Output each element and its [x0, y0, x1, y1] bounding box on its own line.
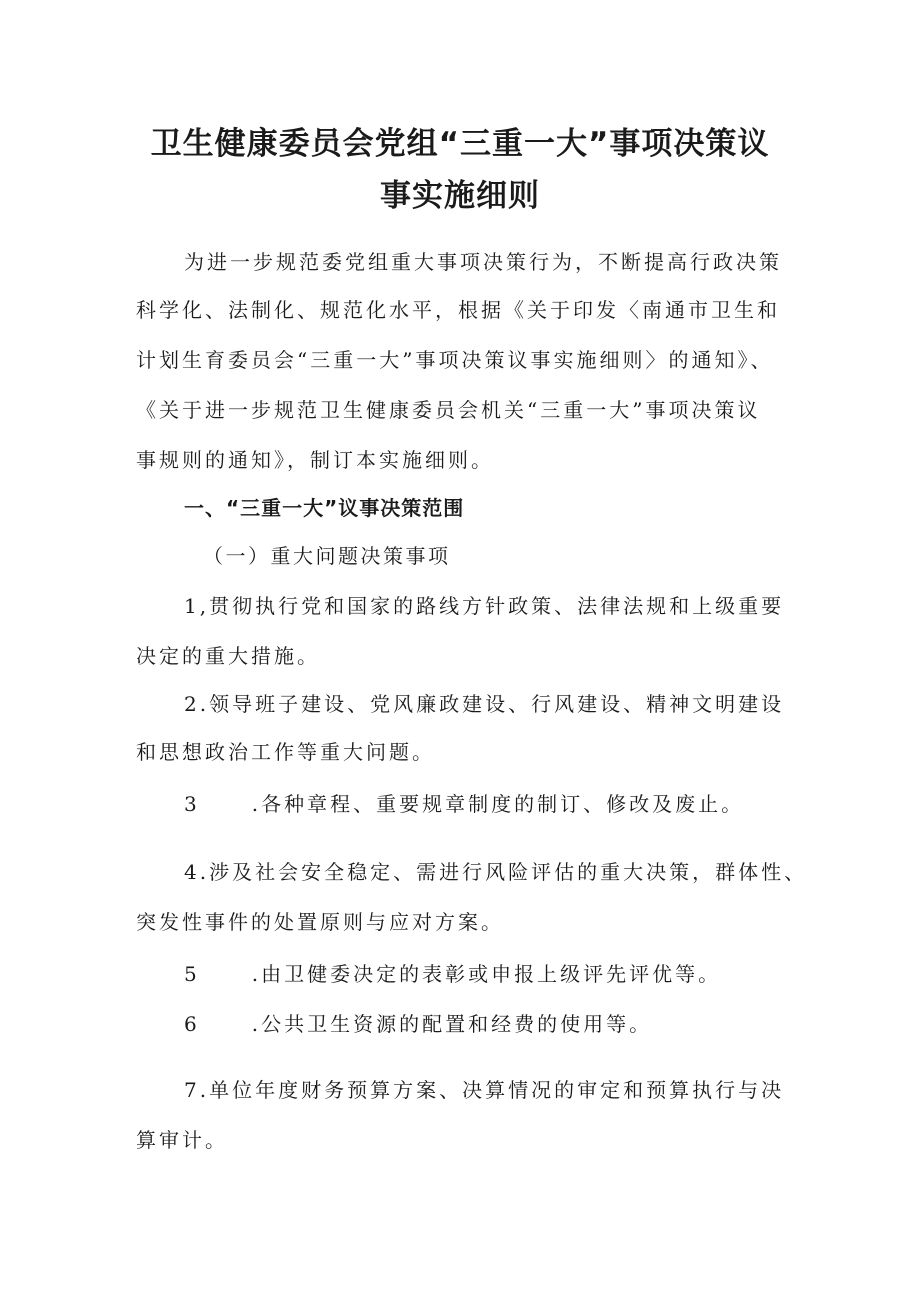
intro-line-5: 事规则的通知》，制订本实施细则。 [136, 448, 494, 472]
item-3-line-1 [184, 794, 744, 814]
intro-line-3: 计划生育委员会“三重一大”事项决策议事实施细则〉的通知》、 [136, 348, 774, 372]
item-1-number: 1 [184, 594, 200, 618]
item-4-number: 4 [184, 860, 200, 884]
intro-line-1: 为进一步规范委党组重大事项决策行为，不断提高行政决策 [184, 250, 782, 274]
subsection-1-heading: （一）重大问题决策事项 [203, 544, 451, 568]
item-4-line-1 [184, 862, 807, 882]
document-title-line-1: 卫生健康委员会党组“三重一大”事项决策议 [150, 126, 770, 162]
item-5-line-1 [184, 964, 721, 984]
item-3-text: .各种章程、重要规章制度的制订、修改及废止。 [251, 792, 745, 816]
item-3-number: 3 [184, 792, 200, 816]
item-7-number: 7 [184, 1078, 200, 1102]
item-6-text: .公共卫生资源的配置和经费的使用等。 [251, 1012, 653, 1036]
item-5-text: .由卫健委决定的表彰或申报上级评先评优等。 [251, 962, 722, 986]
item-4-text: .涉及社会安全稳定、需进行风险评估的重大决策，群体性、 [199, 860, 808, 884]
item-5-number: 5 [184, 962, 200, 986]
item-1-line-2: 决定的重大措施。 [136, 644, 320, 668]
item-6-number: 6 [184, 1012, 200, 1036]
item-7-line-1 [184, 1080, 784, 1100]
item-6-line-1 [184, 1014, 652, 1034]
section-1-heading: 一、“三重一大”议事决策范围 [184, 496, 465, 520]
intro-line-4: 《关于进一步规范卫生健康委员会机关“三重一大”事项决策议 [136, 398, 761, 422]
item-1-line-1 [184, 596, 784, 616]
item-2-line-1 [184, 694, 784, 714]
item-7-line-2: 算审计。 [136, 1128, 228, 1152]
item-2-line-2: 和思想政治工作等重大问题。 [136, 740, 435, 764]
item-2-number: 2 [184, 692, 200, 716]
item-4-line-2: 突发性事件的处置原则与应对方案。 [136, 910, 504, 934]
item-1-text: ,贯彻执行党和国家的路线方针政策、法律法规和上级重要 [199, 594, 785, 618]
item-7-text: .单位年度财务预算方案、决算情况的审定和预算执行与决 [199, 1078, 785, 1102]
intro-line-2: 科学化、法制化、规范化水平，根据《关于印发〈南通市卫生和 [136, 298, 780, 322]
document-title-line-2: 事实施细则 [380, 178, 540, 214]
item-2-text: .领导班子建设、党风廉政建设、行风建设、精神文明建设 [199, 692, 785, 716]
